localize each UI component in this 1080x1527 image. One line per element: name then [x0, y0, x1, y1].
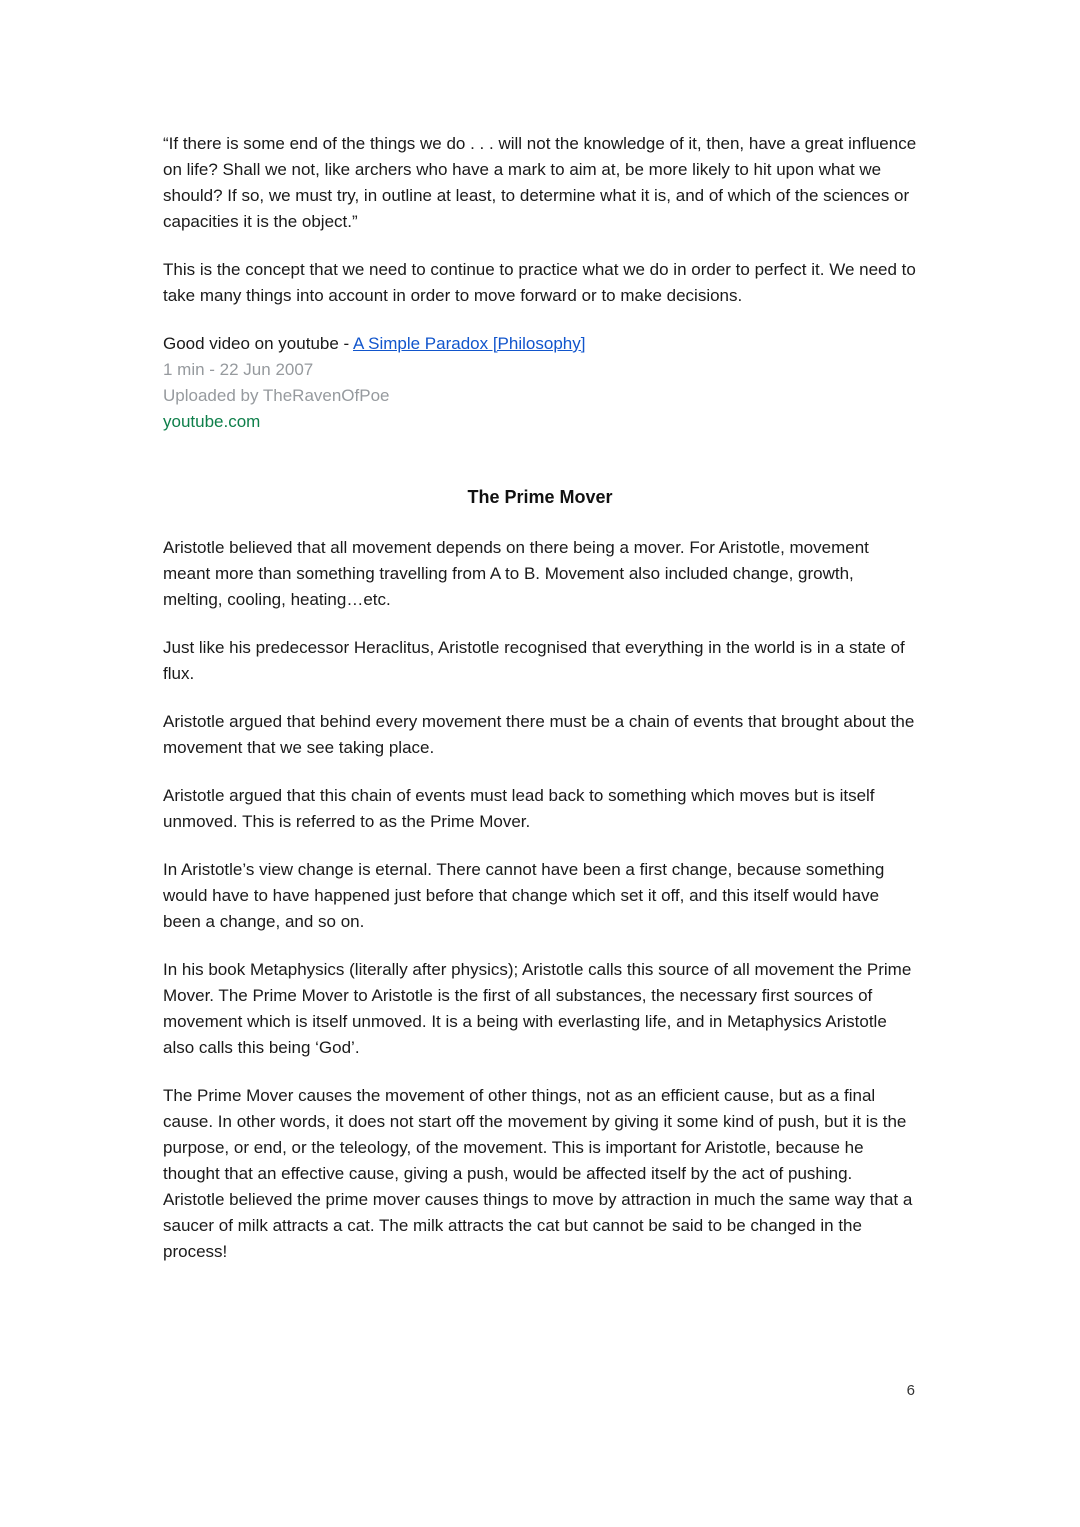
body-paragraph: Aristotle believed that all movement depends on there being a mover. For Aristotle, movement meant more than something travelling from A to B. Movement also included change, growth, melting, cooling, heating…etc.: [163, 538, 869, 609]
body-paragraph: Aristotle argued that behind every movement there must be a chain of events that brought about the movement that we see taking place.: [163, 712, 915, 757]
body-paragraph: In his book Metaphysics (literally after physics); Aristotle calls this source of all movement the Prime Mover. The Prime Mover to Aristotle is the first of all substances, the necessary first sources of movement which is itself unmoved. It is a being with everlasting life, and in Metaphysics Aristotle also calls this being ‘God’.: [163, 960, 912, 1057]
body-paragraph: The Prime Mover causes the movement of other things, not as an efficient cause, but as a final cause. In other words, it does not start off the movement by giving it some kind of push, but it is the purpose, or end, or the teleology, of the movement. This is important for Aristotle, because he thought that an effective cause, giving a push, would be affected itself by the act of pushing. Aristotle believed the prime mover causes things to move by attraction in much the same way that a saucer of milk attracts a cat. The milk attracts the cat but cannot be said to be changed in the process!: [163, 1086, 913, 1261]
body-paragraph: Aristotle argued that this chain of events must lead back to something which moves but is itself unmoved. This is referred to as the Prime Mover.: [163, 786, 875, 831]
video-line: [163, 331, 917, 357]
page-number: 6: [906, 1382, 915, 1399]
video-source-domain: youtube.com: [163, 412, 261, 431]
body-paragraph: In Aristotle’s view change is eternal. There cannot have been a first change, because something would have to have happened just before that change which set it off, and this itself would have been a change, and so on.: [163, 860, 885, 931]
quote-paragraph: “If there is some end of the things we do . . . will not the knowledge of it, then, have a great influence on life? Shall we not, like archers who have a mark to aim at, be more likely to hit upon what we should? If so, we must try, in outline at least, to determine what it is, and of which of the sciences or capacities it is the object.”: [163, 134, 917, 231]
video-duration-date: 1 min - 22 Jun 2007: [163, 360, 314, 379]
intro-paragraph: This is the concept that we need to continue to practice what we do in order to perfect it. We need to take many things into account in order to move forward or to make decisions.: [163, 260, 916, 305]
video-uploader: Uploaded by TheRavenOfPoe: [163, 386, 390, 405]
section-heading: The Prime Mover: [467, 487, 613, 507]
video-link[interactable]: A Simple Paradox [Philosophy]: [352, 334, 586, 353]
body-paragraph: Just like his predecessor Heraclitus, Aristotle recognised that everything in the world is in a state of flux.: [163, 638, 905, 683]
video-line-prefix: Good video on youtube -: [163, 334, 353, 353]
video-reference-block: [163, 331, 917, 435]
